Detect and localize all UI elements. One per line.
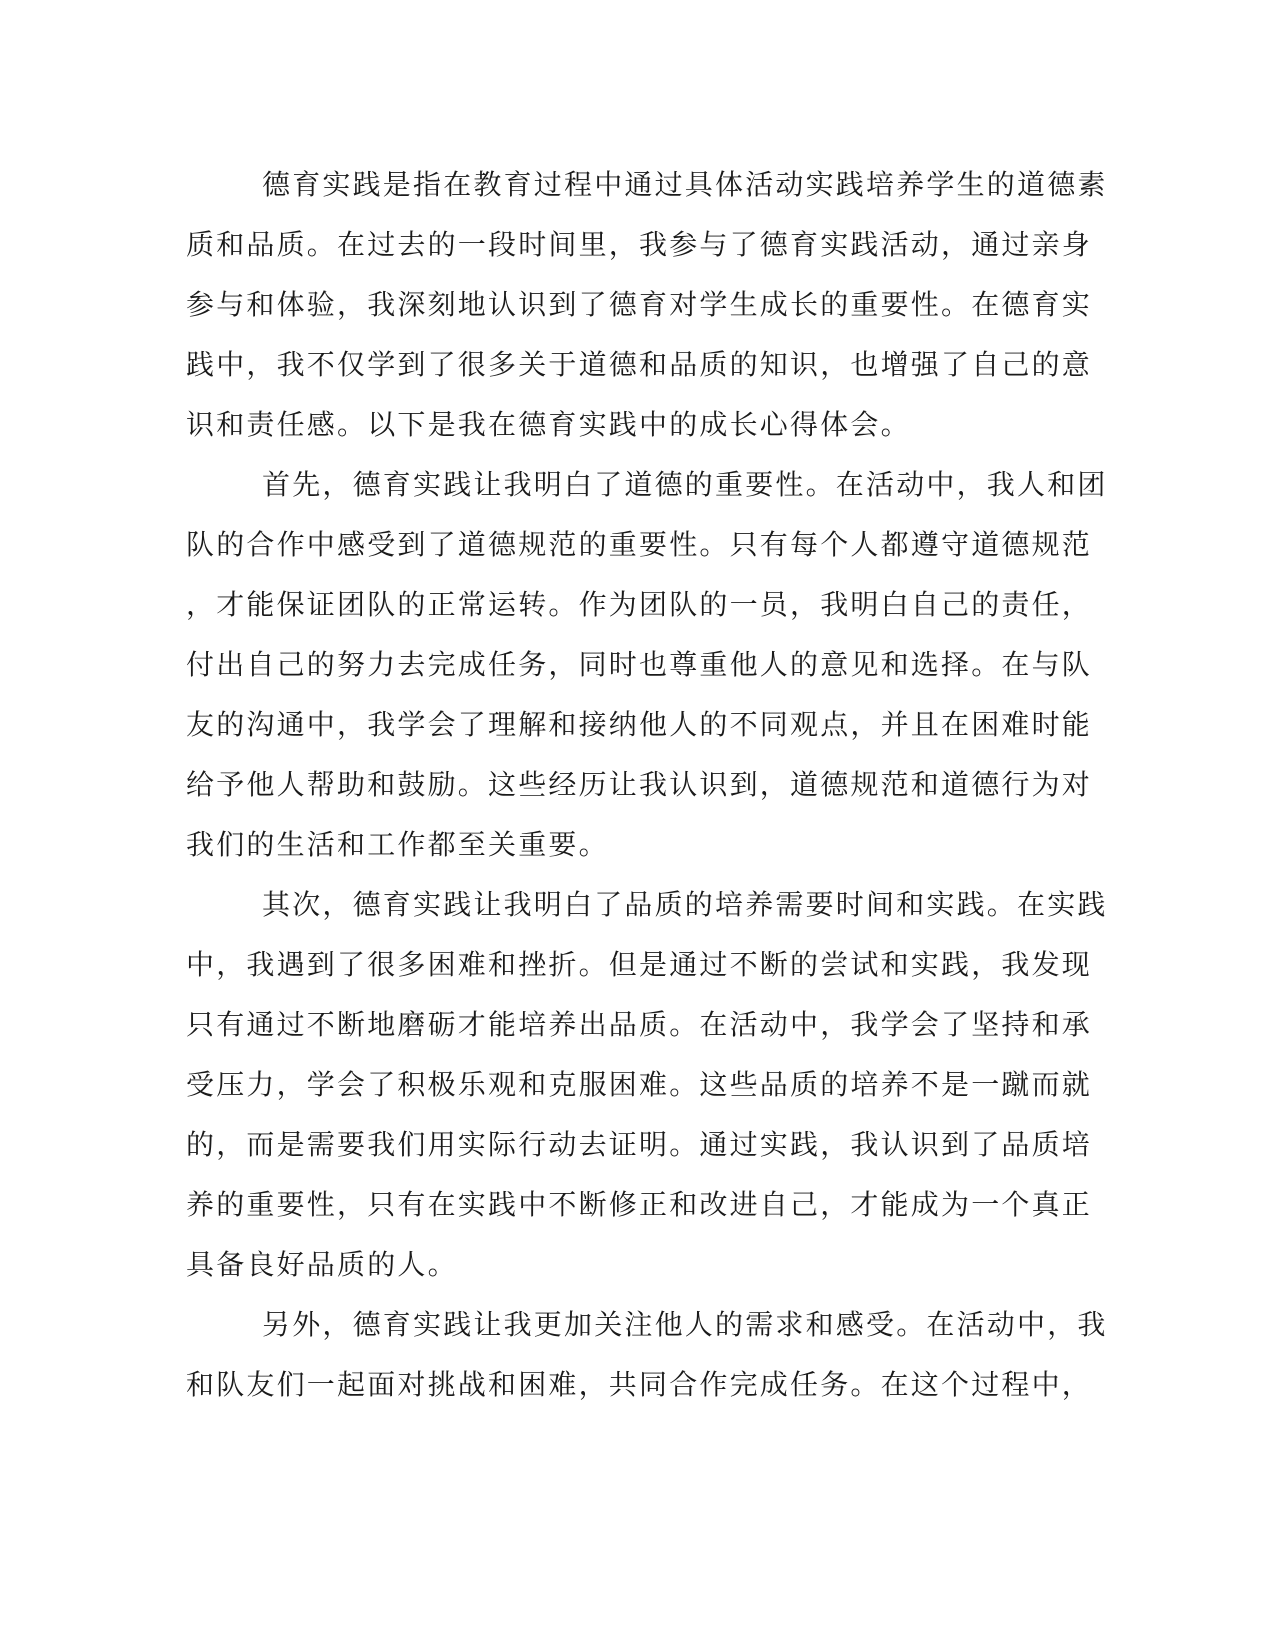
text-line: 质和品质。在过去的一段时间里，我参与了德育实践活动，通过亲身: [186, 228, 1093, 261]
text-line: 识和责任感。以下是我在德育实践中的成长心得体会。: [186, 408, 911, 441]
text-line: 给予他人帮助和鼓励。这些经历让我认识到，道德规范和道德行为对: [186, 768, 1093, 801]
text-line: 首先，德育实践让我明白了道德的重要性。在活动中，我人和团: [262, 468, 1108, 501]
text-line: 践中，我不仅学到了很多关于道德和品质的知识，也增强了自己的意: [186, 348, 1093, 381]
text-line: 我们的生活和工作都至关重要。: [186, 828, 609, 861]
text-line: 只有通过不断地磨砺才能培养出品质。在活动中，我学会了坚持和承: [186, 1008, 1093, 1041]
body-text: [186, 166, 1108, 1426]
text-line: 另外，德育实践让我更加关注他人的需求和感受。在活动中，我: [262, 1308, 1108, 1341]
text-line: ，才能保证团队的正常运转。作为团队的一员，我明白自己的责任，: [186, 588, 1093, 621]
text-line: 参与和体验，我深刻地认识到了德育对学生成长的重要性。在德育实: [186, 288, 1093, 321]
text-line: 德育实践是指在教育过程中通过具体活动实践培养学生的道德素: [262, 168, 1108, 201]
text-line: 养的重要性，只有在实践中不断修正和改进自己，才能成为一个真正: [186, 1188, 1093, 1221]
paragraph-4: [186, 1306, 1108, 1426]
paragraph-2: [186, 466, 1108, 886]
text-line: 队的合作中感受到了道德规范的重要性。只有每个人都遵守道德规范: [186, 528, 1093, 561]
paragraph-3: [186, 886, 1108, 1306]
text-line: 和队友们一起面对挑战和困难，共同合作完成任务。在这个过程中，: [186, 1368, 1093, 1401]
text-line: 中，我遇到了很多困难和挫折。但是通过不断的尝试和实践，我发现: [186, 948, 1093, 981]
text-line: 具备良好品质的人。: [186, 1248, 458, 1281]
text-line: 的，而是需要我们用实际行动去证明。通过实践，我认识到了品质培: [186, 1128, 1093, 1161]
text-line: 受压力，学会了积极乐观和克服困难。这些品质的培养不是一蹴而就: [186, 1068, 1093, 1101]
paragraph-1: [186, 166, 1108, 466]
text-line: 付出自己的努力去完成任务，同时也尊重他人的意见和选择。在与队: [186, 648, 1093, 681]
text-line: 其次，德育实践让我明白了品质的培养需要时间和实践。在实践: [262, 888, 1108, 921]
text-line: 友的沟通中，我学会了理解和接纳他人的不同观点，并且在困难时能: [186, 708, 1093, 741]
